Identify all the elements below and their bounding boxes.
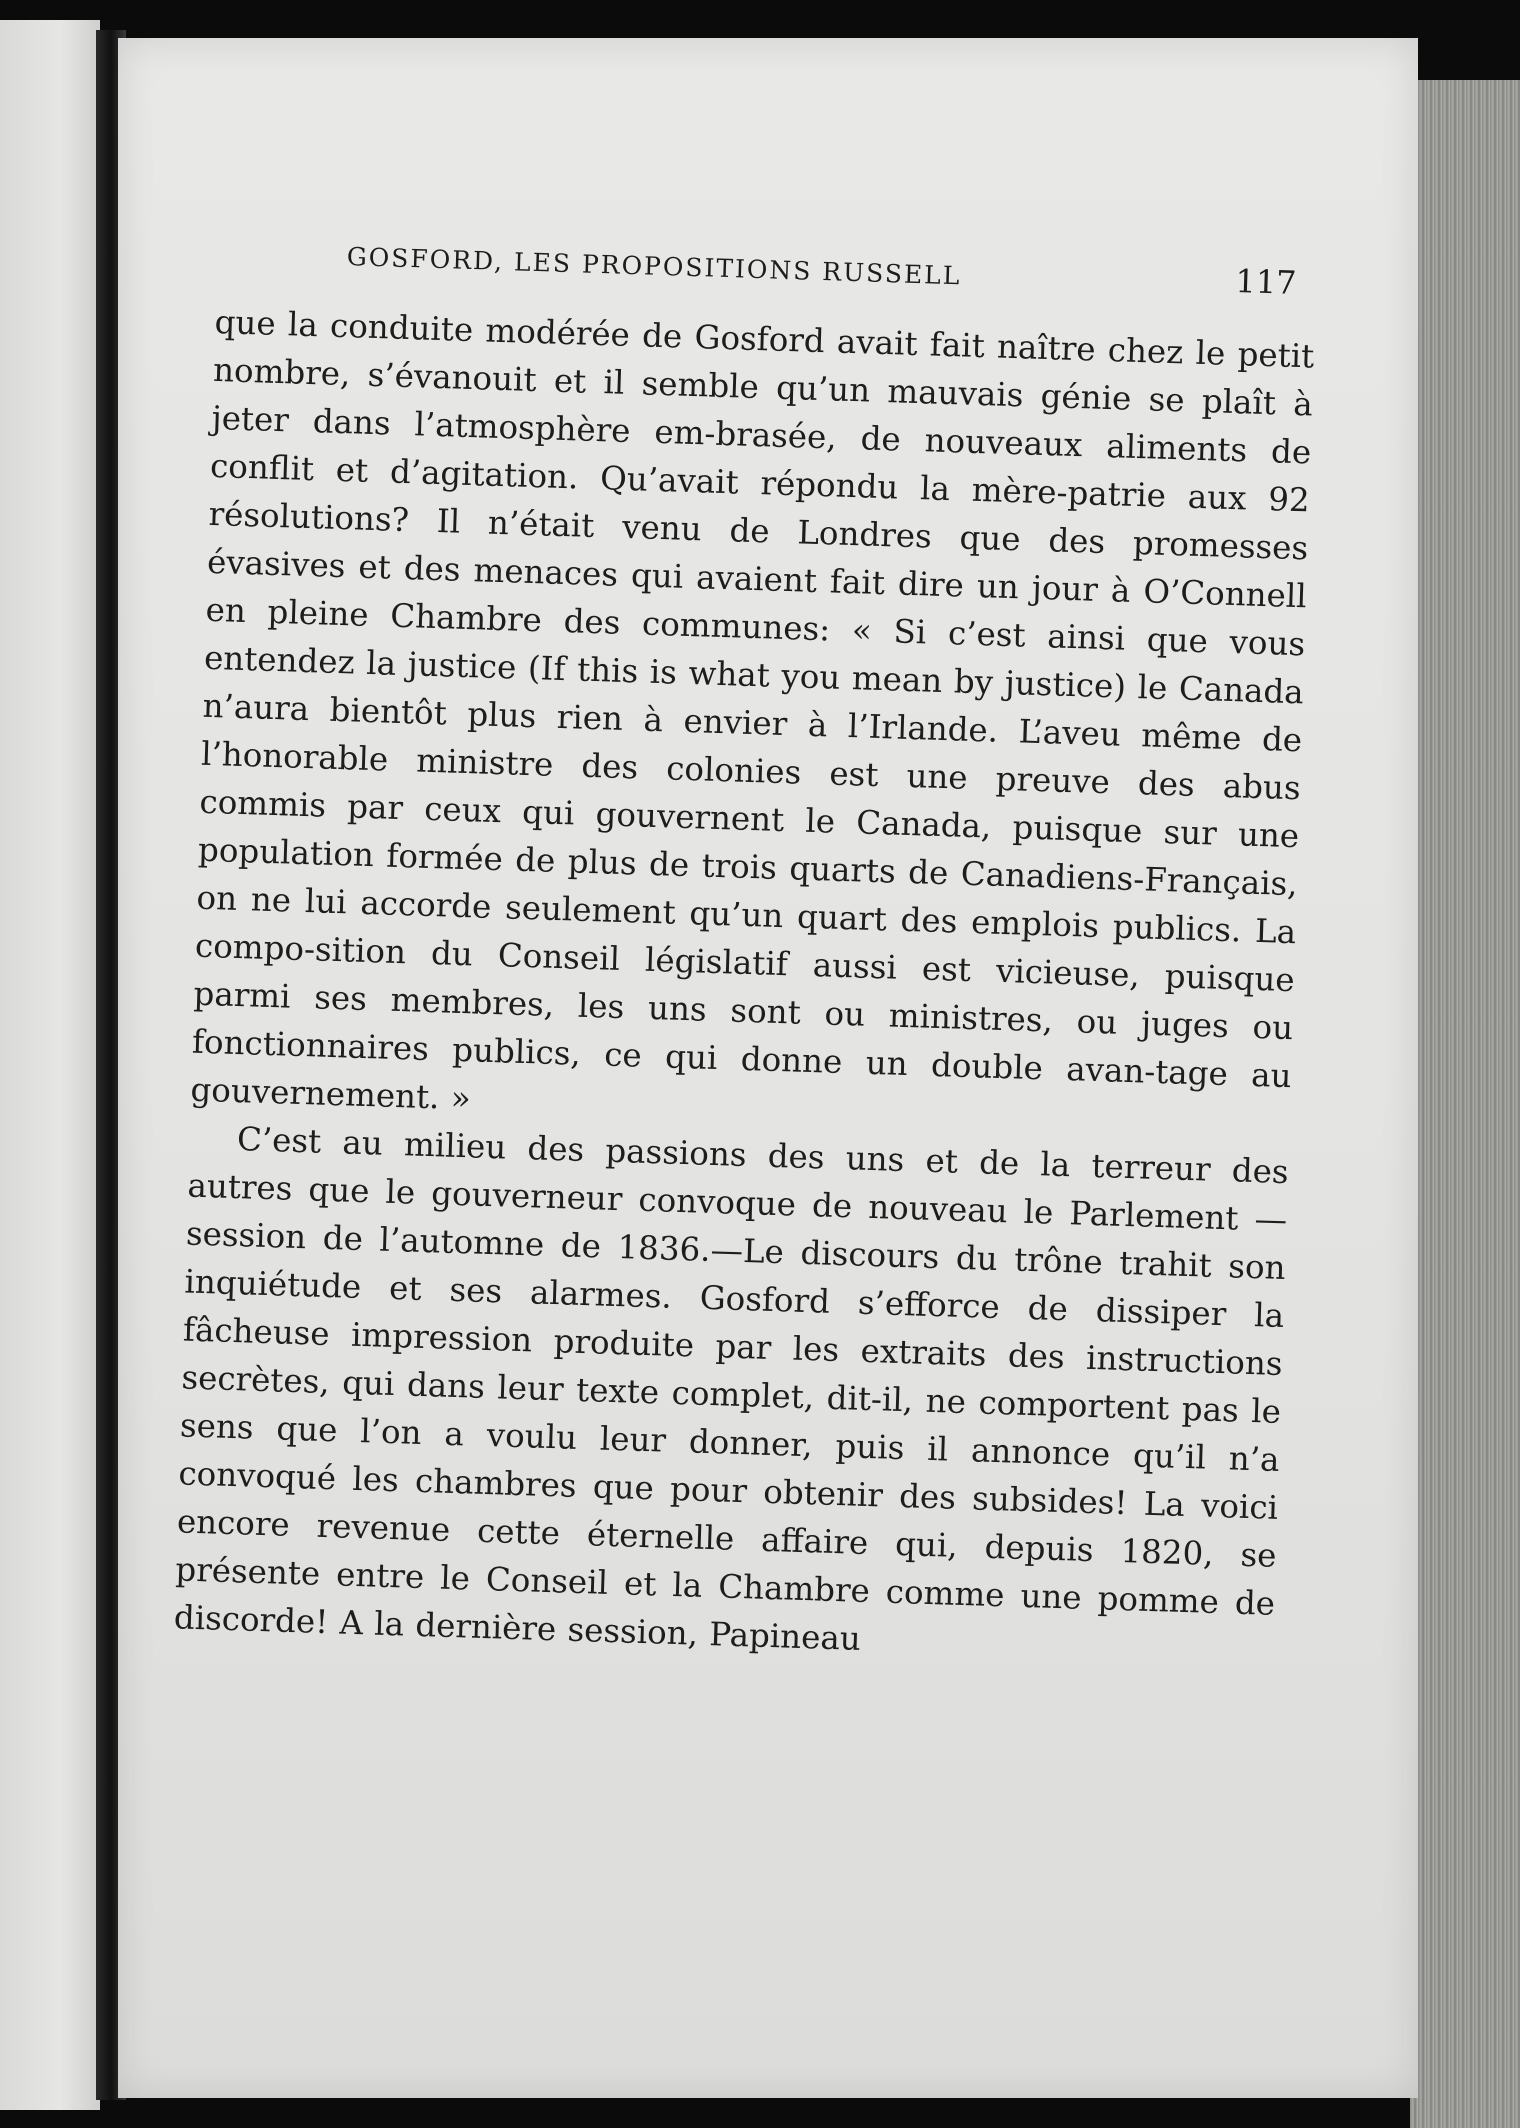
previous-page-edge [0,20,100,2110]
page-edges-stack [1410,80,1520,2128]
paragraph-2: C’est au milieu des passions des uns et de la terreur des autres que le gouverneur convoque de nouveau le Parlement — session de l’automne de 1836.—Le discours du trône trahit son inquiétude et ses alarmes. Gosford s’efforce de dissiper la fâcheuse impression produite par les extraits des instructions secrètes, qui dans leur texte complet, dit-il, ne comportent pas le sens que l’on a voulu leur donner, puis il annonce qu’il n’a convoqué les chambres que pour obtenir des subsides! La voici encore revenue cette éternelle affaire qui, depuis 1820, se présente entre le Conseil et la Chambre comme une pomme de discorde! A la dernière session, Papineau [173,1120,1290,1658]
running-head-title: GOSFORD, LES PROPOSITIONS RUSSELL [346,242,962,291]
page-text-block [173,218,1317,1676]
page-number: 117 [1234,261,1298,302]
book-page [118,38,1418,2098]
paragraph-1: que la conduite modérée de Gosford avait fait naître chez le petit nombre, s’évanouit et il semble qu’un mauvais génie se plaît à jeter dans l’atmosphère em-brasée, de nouveaux aliments de conflit et d’agitation. Qu’avait répondu la mère-patrie aux 92 résolutions? Il n’était venu de Londres que des promesses évasives et des menaces qui avaient fait dire un jour à O’Connell en pleine Chambre des communes: « Si c’est ainsi que vous entendez la justice (If this is what you mean by justice) le Canada n’aura bientôt plus rien à envier à l’Irlande. L’aveu même de l’honorable ministre des colonies est une preuve des abus commis par ceux qui gouvernent le Canada, puisque sur une population formée de plus de trois quarts de Canadiens-Français, on ne lui accorde seulement qu’un quart des emplois publics. La compo-sition du Conseil législatif aussi est vicieuse, puisque parmi ses membres, les uns sont ou ministres, ou juges ou fonctionnaires publics, ce qui donne un double avan-tage au gouvernement. » [190,302,1315,1118]
